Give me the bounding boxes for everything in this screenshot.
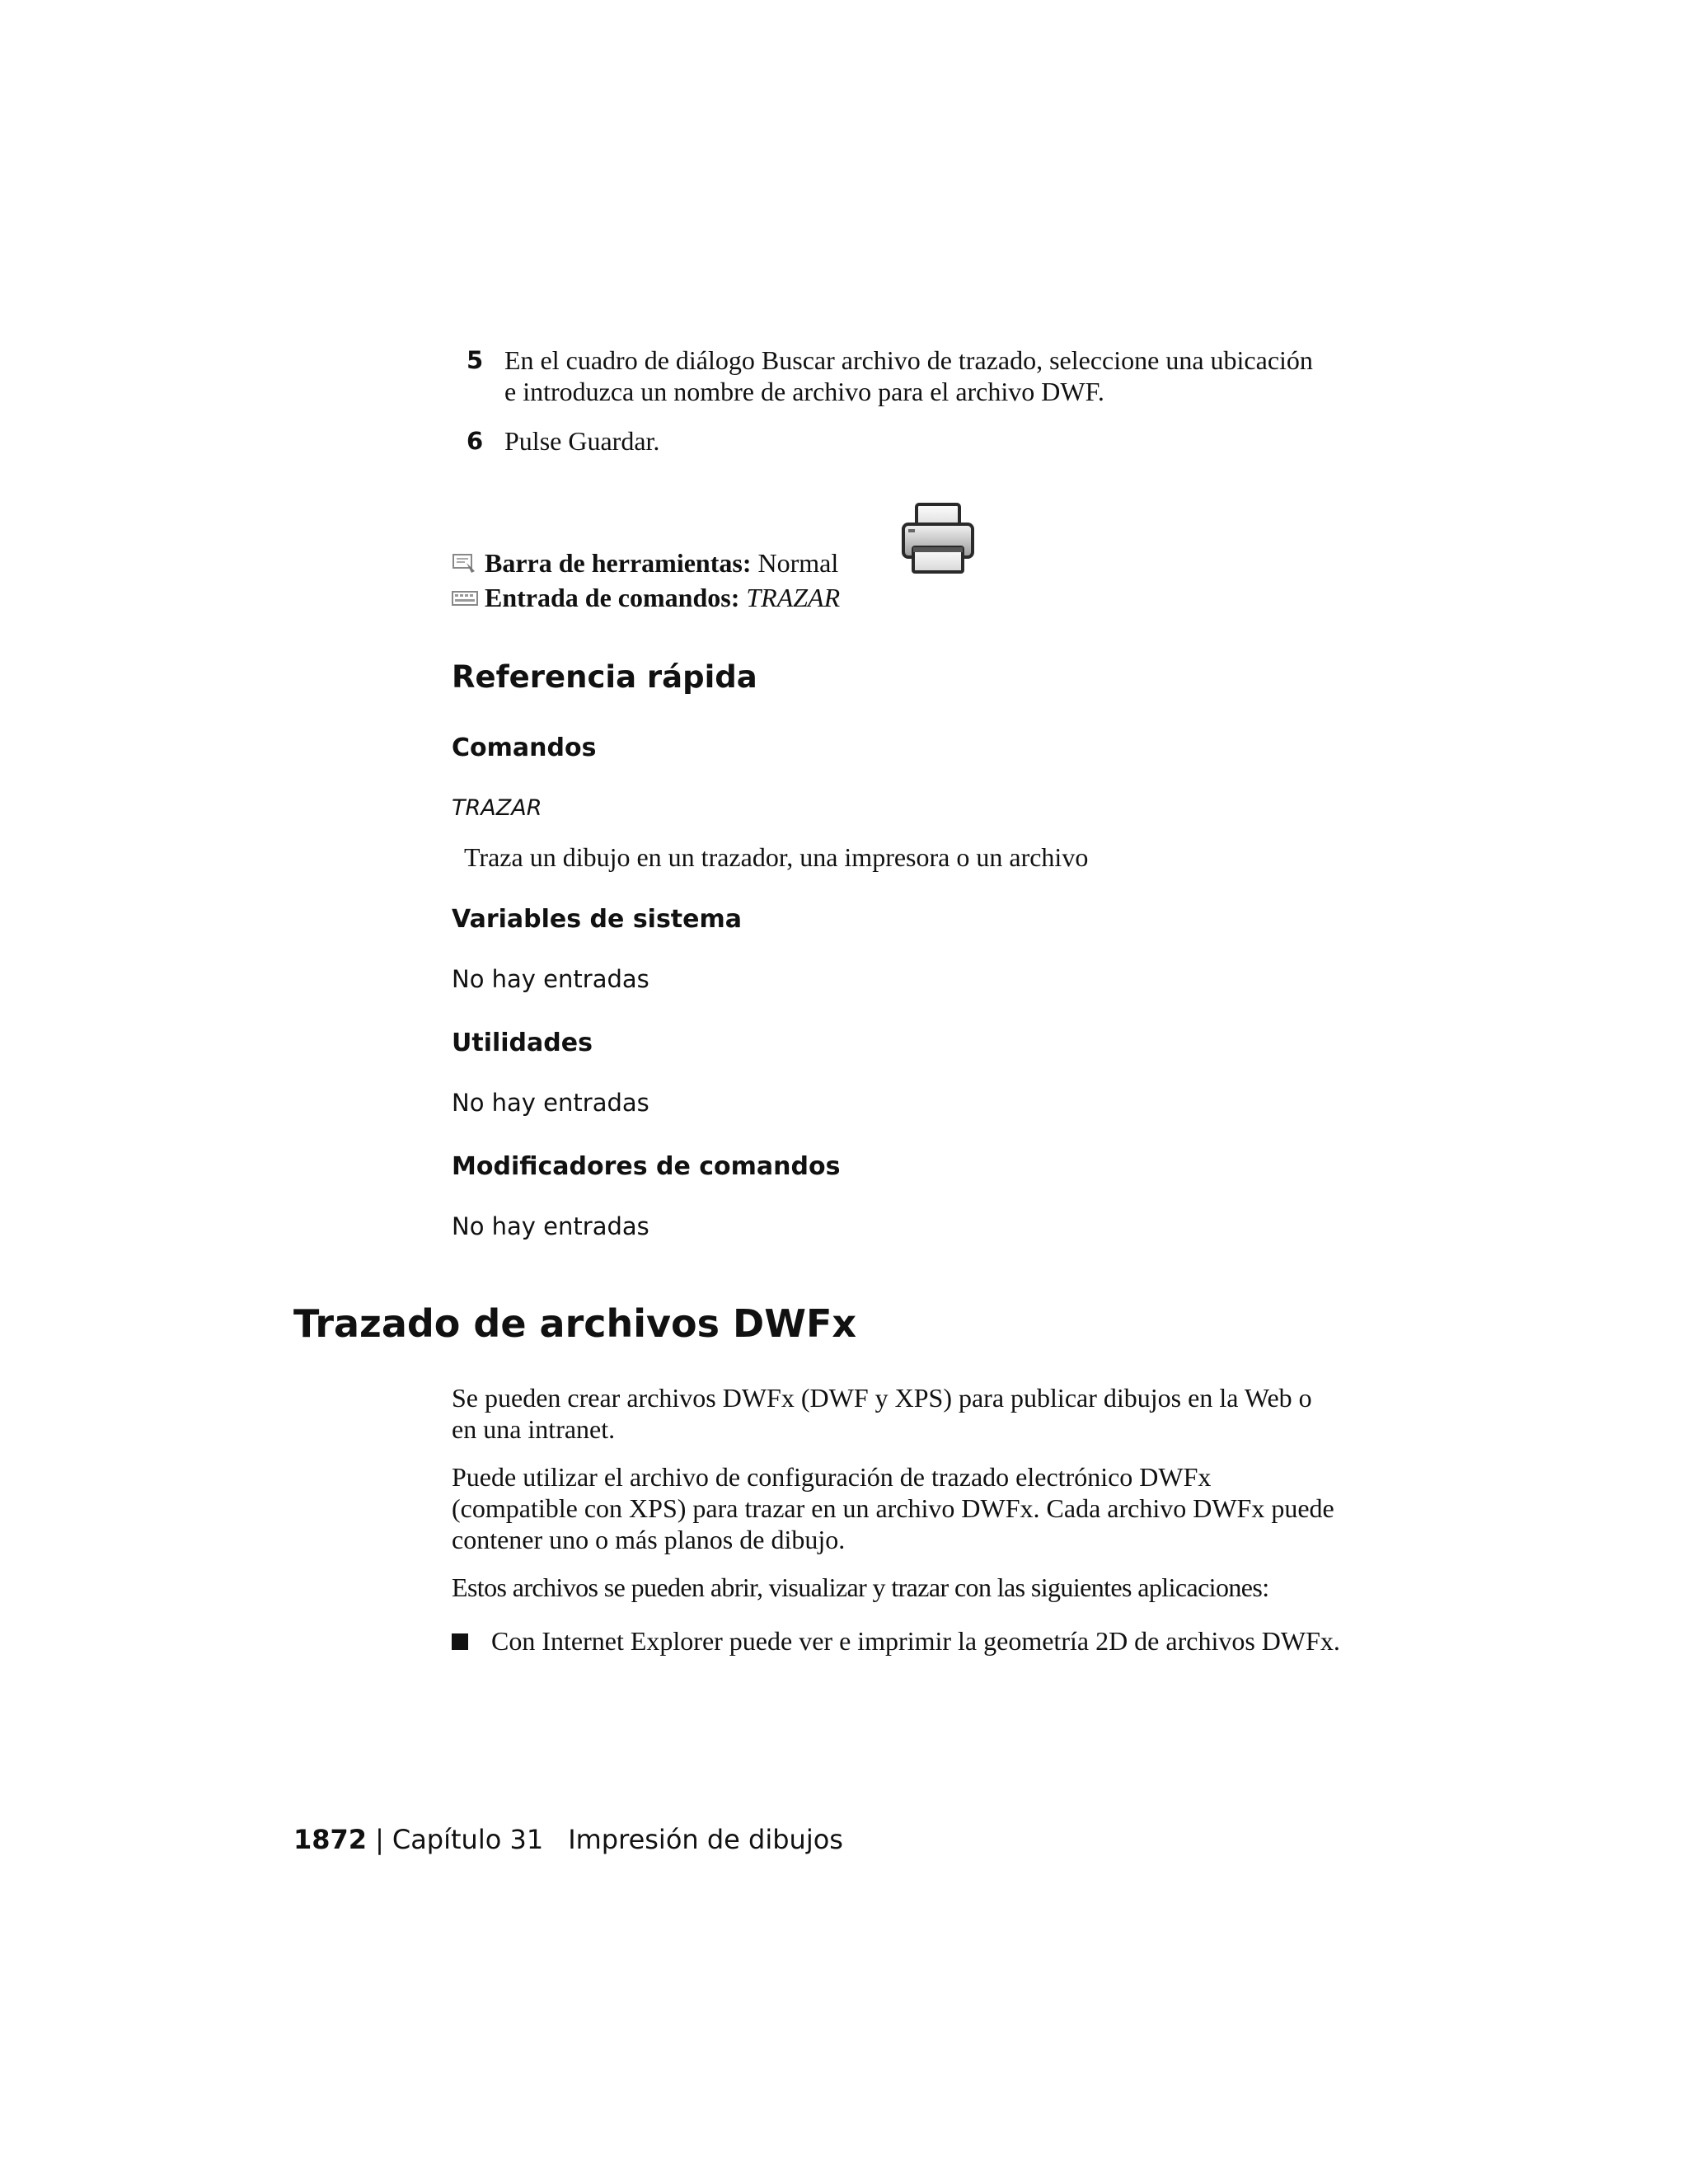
command-description: Traza un dibujo en un trazador, una impresora o un archivo — [464, 842, 1089, 872]
sysvars-text: No hay entradas — [452, 965, 649, 993]
command-label: Entrada de comandos: — [485, 583, 740, 612]
paragraph: Puede utilizar el archivo de configuración de trazado electrónico DWFx (compatible con XPS) para trazar en un archivo DWFx. Cada archivo DWFx puede contener uno o más planos de dibujo. — [452, 1462, 1334, 1554]
list-item-text: Con Internet Explorer puede ver e imprimir la geometría 2D de archivos DWFx. — [491, 1626, 1340, 1656]
printer-icon — [900, 501, 976, 577]
sysvars-heading: Variables de sistema — [452, 905, 743, 934]
command-access-line — [452, 582, 840, 613]
keyboard-icon — [452, 586, 478, 609]
page-footer — [293, 1823, 843, 1856]
step-text: En el cuadro de diálogo Buscar archivo de trazado, seleccione una ubicación e introduzca un nombre de archivo para el archivo DWF. — [504, 345, 1313, 406]
step-number: 5 — [467, 346, 484, 374]
bullet-square-icon — [452, 1633, 468, 1650]
chapter-title: Impresión de dibujos — [568, 1824, 843, 1855]
quick-reference-title: Referencia rápida — [452, 659, 757, 695]
page-number: 1872 — [293, 1824, 368, 1855]
utilities-heading: Utilidades — [452, 1029, 593, 1057]
toolbar-label: Barra de herramientas: — [485, 548, 752, 578]
toolbar-value: Normal — [757, 548, 839, 578]
section-title: Trazado de archivos DWFx — [293, 1301, 857, 1346]
utilities-text: No hay entradas — [452, 1089, 649, 1117]
commands-heading: Comandos — [452, 733, 597, 762]
command-name: TRAZAR — [452, 795, 542, 821]
footer-separator: | — [375, 1824, 384, 1855]
chapter-label: Capítulo 31 — [392, 1824, 544, 1855]
step-number: 6 — [467, 427, 484, 455]
toolbar-icon — [452, 551, 478, 574]
modifiers-text: No hay entradas — [452, 1212, 649, 1240]
toolbar-access-line — [452, 547, 838, 579]
paragraph: Estos archivos se pueden abrir, visualizar y trazar con las siguientes aplicaciones: — [452, 1572, 1269, 1602]
modifiers-heading: Modificadores de comandos — [452, 1152, 841, 1181]
paragraph: Se pueden crear archivos DWFx (DWF y XPS) para publicar dibujos en la Web o en una intranet. — [452, 1383, 1312, 1444]
step-text: Pulse Guardar. — [504, 426, 660, 456]
command-value: TRAZAR — [746, 583, 841, 612]
